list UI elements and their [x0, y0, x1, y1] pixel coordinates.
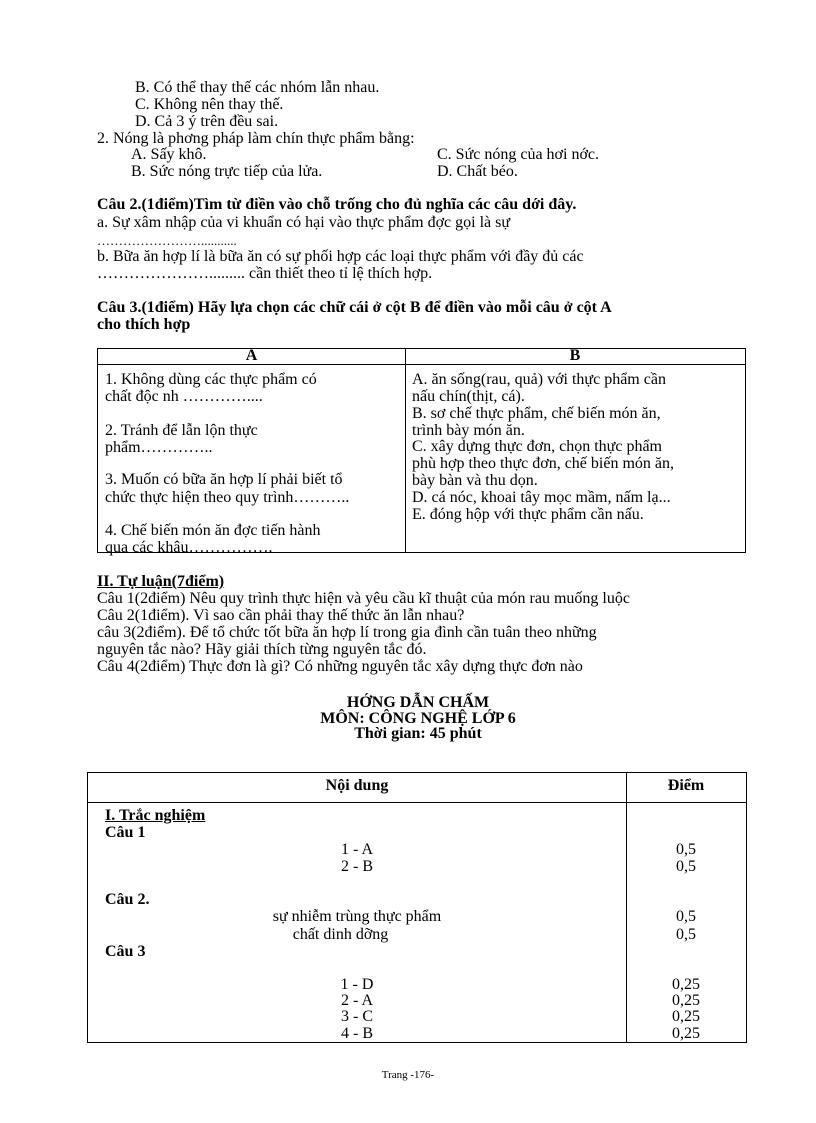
- grading-head-content: Nội dung: [325, 777, 389, 794]
- answer-cell: 3 - C: [341, 1008, 373, 1025]
- q1-option-d: D. Cả 3 ý trên đều sai.: [135, 113, 279, 130]
- col-b-line: B. sơ chế thực phẩm, chế biến món ăn,: [412, 405, 661, 422]
- score-cell: 0,25: [672, 1025, 700, 1042]
- col-b-line: E. đóng hộp với thực phẩm cần nấu.: [412, 506, 644, 523]
- cau3-title-line2: cho thích hợp: [97, 316, 191, 333]
- score-cell: 0,5: [676, 908, 696, 925]
- matching-head-b: B: [569, 347, 581, 364]
- tuluan-line: câu 3(2điểm). Để tổ chức tốt bữa ăn hợp lí trong gia đình cần tuân theo những: [97, 624, 597, 641]
- col-b-line: phù hợp theo thực đơn, chế biến món ăn,: [412, 455, 674, 472]
- score-cell: 0,25: [672, 992, 700, 1009]
- page-number: Trang -176-: [381, 1069, 435, 1081]
- tuluan-line: Câu 1(2điểm) Nêu quy trình thực hiện và yêu cầu kĩ thuật của món rau muống luộc: [97, 590, 630, 607]
- tuluan-line: Câu 4(2điểm) Thực đơn là gì? Có những nguyên tắc xây dựng thực đơn nào: [97, 658, 583, 675]
- score-cell: 0,5: [676, 926, 696, 943]
- guide-title: HỚNG DẪN CHẤM: [346, 694, 490, 711]
- grading-cau3-label: Câu 3: [105, 943, 146, 960]
- col-a-line: chất độc nh …………....: [105, 388, 263, 405]
- score-cell: 0,25: [672, 1008, 700, 1025]
- col-a-line: phẩm…………..: [105, 439, 213, 456]
- score-cell: 0,25: [672, 976, 700, 993]
- cau3-title-line1: Câu 3.(1điểm) Hãy lựa chọn các chữ cái ở cột B để điền vào mỗi câu ở cột A: [97, 299, 612, 316]
- answer-cell: 1 - D: [340, 976, 374, 993]
- col-b-line: trình bày món ăn.: [412, 422, 525, 439]
- grading-section-title: I. Trắc nghiệm: [105, 807, 206, 824]
- cau2-b-line1: b. Bữa ăn hợp lí là bữa ăn có sự phối hợp các loại thực phẩm với đầy đủ các: [97, 248, 584, 265]
- q1-2-option-d: D. Chất béo.: [437, 163, 518, 180]
- col-a-line: 1. Không dùng các thực phẩm có: [105, 371, 317, 388]
- answer-cell: sự nhiễm trùng thực phẩm: [272, 908, 442, 925]
- tuluan-line: Câu 2(1điểm). Vì sao cần phải thay thế thức ăn lẫn nhau?: [97, 607, 465, 624]
- score-cell: 0,5: [676, 858, 696, 875]
- col-a-line: 4. Chế biến món ăn đợc tiến hành: [105, 522, 321, 539]
- guide-subject: MÔN: CÔNG NGHỆ LỚP 6: [320, 710, 516, 727]
- col-a-line: 3. Muốn có bữa ăn hợp lí phải biết tổ: [105, 471, 343, 488]
- q1-option-c: C. Không nên thay thế.: [135, 96, 284, 113]
- cau2-b-line2: …………………......... cần thiết theo tỉ lệ thích hợp.: [97, 265, 433, 282]
- col-a-line: 2. Tránh để lẫn lộn thực: [105, 422, 258, 439]
- col-b-line: A. ăn sống(rau, quả) với thực phẩm cần: [412, 371, 666, 388]
- matching-table-divider: [405, 349, 406, 552]
- col-b-line: nấu chín(thịt, cá).: [412, 388, 525, 405]
- col-a-line: chức thực hiện theo quy trình………..: [105, 489, 350, 506]
- grading-cau2-label: Câu 2.: [105, 891, 150, 908]
- answer-cell: 4 - B: [341, 1025, 373, 1042]
- col-a-line: qua các khâu…………….: [105, 539, 273, 556]
- q1-2-stem: 2. Nóng là phơng pháp làm chín thực phẩm bằng:: [97, 130, 415, 147]
- q1-2-option-b: B. Sức nóng trực tiếp của lửa.: [131, 163, 323, 180]
- col-b-line: D. cá nóc, khoai tây mọc mầm, nấm lạ...: [412, 489, 671, 506]
- matching-head-a: A: [245, 347, 258, 364]
- q1-2-option-a: A. Sấy khô.: [131, 146, 207, 163]
- cau2-a: a. Sự xâm nhập của vi khuẩn có hại vào thực phẩm đợc gọi là sự: [97, 214, 511, 231]
- score-cell: 0,5: [676, 841, 696, 858]
- matching-table-header-rule: [98, 364, 745, 365]
- matching-table: [97, 347, 746, 556]
- answer-cell: 1 - A: [341, 841, 373, 858]
- col-b-line: bày bàn và thu dọn.: [412, 472, 538, 489]
- grading-head-score: Điểm: [667, 777, 705, 794]
- tuluan-title: II. Tự luận(7điểm): [97, 573, 225, 590]
- grading-table-header-rule: [88, 802, 746, 803]
- guide-duration: Thời gian: 45 phút: [354, 725, 482, 742]
- tuluan-line: nguyên tắc nào? Hãy giải thích từng nguyên tắc đó.: [97, 641, 427, 658]
- answer-cell: 2 - B: [341, 858, 373, 875]
- q1-option-b: B. Có thể thay thế các nhóm lẫn nhau.: [135, 79, 380, 96]
- cau2-a-blank: ……………………...........: [97, 233, 237, 248]
- cau2-title: Câu 2.(1điểm)Tìm từ điền vào chỗ trống cho đủ nghĩa các câu dới đây.: [97, 196, 577, 213]
- answer-cell: chất dinh dỡng: [292, 926, 389, 943]
- grading-cau1-label: Câu 1: [105, 824, 146, 841]
- grading-table: [87, 772, 747, 1043]
- answer-cell: 2 - A: [341, 992, 373, 1009]
- col-b-line: C. xây dựng thực đơn, chọn thực phẩm: [412, 438, 662, 455]
- q1-2-option-c: C. Sức nóng của hơi nớc.: [437, 146, 600, 163]
